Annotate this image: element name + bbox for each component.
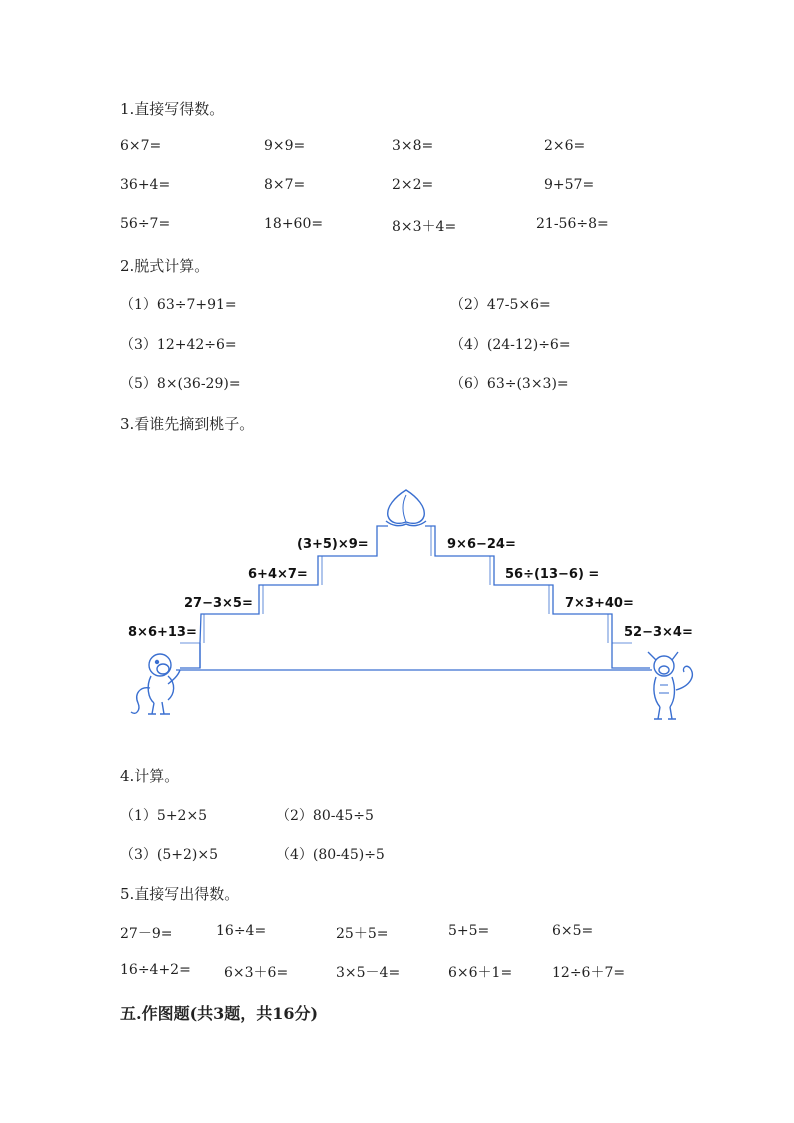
q4-title: 4.计算。 (120, 767, 180, 785)
step-label-left-1: 8×6+13= (128, 625, 197, 640)
q4-item: （1）5+2×5 (120, 808, 208, 824)
q1-item: 56÷7= (120, 216, 171, 232)
q1-item: 9+57= (544, 177, 595, 193)
q3-title: 3.看谁先摘到桃子。 (120, 415, 255, 433)
q5-item: 12÷6＋7= (552, 965, 626, 981)
q1-item: 2×6= (544, 138, 586, 154)
q5-item: 6×5= (552, 923, 594, 939)
q2-item: （3）12+42÷6= (120, 337, 237, 353)
q2-item: （6）63÷(3×3)= (450, 376, 569, 392)
step-label-left-2: 27−3×5= (184, 596, 253, 611)
q5-item: 16÷4= (216, 923, 267, 939)
q1-item: 3×8= (392, 138, 434, 154)
q4-item: （3）(5+2)×5 (120, 847, 219, 863)
q1-item: 2×2= (392, 177, 434, 193)
q1-item: 9×9= (264, 138, 306, 154)
q1-item: 8×7= (264, 177, 306, 193)
peach-icon (386, 490, 426, 526)
step-label-right-4: 52−3×4= (624, 625, 693, 640)
section-heading: 五.作图题(共3题，共16分) (120, 1004, 319, 1023)
q5-item: 16÷4+2= (120, 962, 191, 978)
q2-item: （2）47-5×6= (450, 297, 551, 313)
q1-title: 1.直接写得数。 (120, 100, 225, 118)
q1-item: 18+60= (264, 216, 324, 232)
q4-item: （4）(80-45)÷5 (276, 847, 385, 863)
q2-item: （4）(24-12)÷6= (450, 337, 571, 353)
q1-item: 36+4= (120, 177, 171, 193)
q1-item: 8×3＋4= (392, 219, 457, 235)
q5-item: 3×5－4= (336, 965, 401, 981)
q1-item: 21-56÷8= (536, 216, 609, 232)
q5-item: 6×3＋6= (224, 965, 289, 981)
q5-title: 5.直接写出得数。 (120, 885, 240, 903)
step-label-right-2: 56÷(13−6) = (505, 567, 600, 582)
step-label-left-4: (3+5)×9= (297, 537, 369, 552)
step-label-right-1: 9×6−24= (447, 537, 516, 552)
q5-item: 6×6＋1= (448, 965, 513, 981)
q4-item: （2）80-45÷5 (276, 808, 374, 824)
q5-item: 25＋5= (336, 926, 389, 942)
step-label-right-3: 7×3+40= (565, 596, 634, 611)
q2-item: （5）8×(36-29)= (120, 376, 241, 392)
step-label-left-3: 6+4×7= (248, 567, 308, 582)
monkey-right-icon (648, 652, 692, 719)
monkey-left-icon (131, 654, 180, 714)
q1-item: 6×7= (120, 138, 162, 154)
q2-item: （1）63÷7+91= (120, 297, 237, 313)
q5-item: 27－9= (120, 926, 173, 942)
q5-item: 5+5= (448, 923, 490, 939)
q2-title: 2.脱式计算。 (120, 257, 210, 275)
